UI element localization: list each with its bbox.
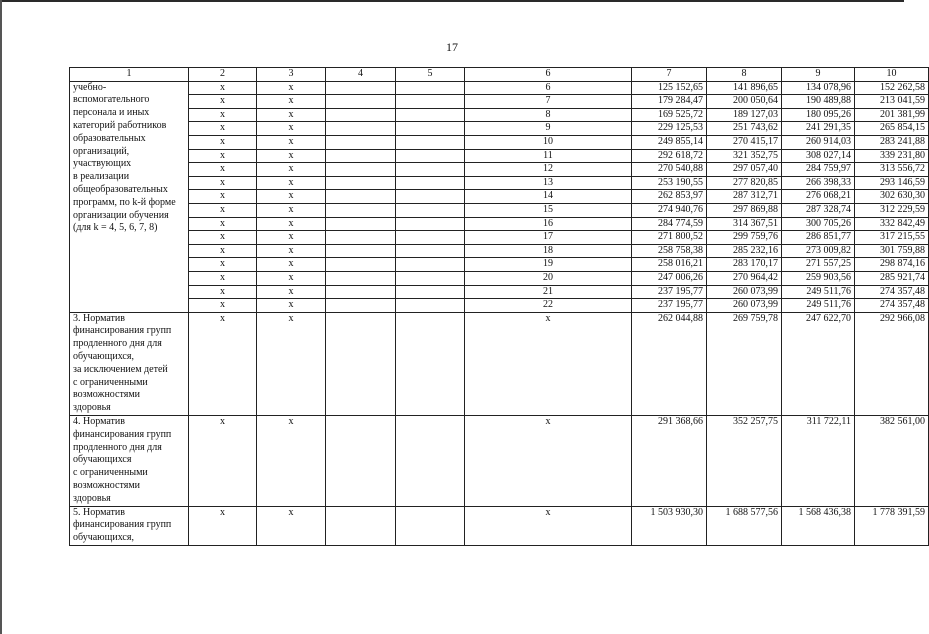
column-header: 3 [257,68,326,82]
table-cell [396,108,465,122]
table-cell: 17 [465,231,632,245]
table-cell: х [465,506,632,545]
table-cell: х [189,258,257,272]
table-cell [326,231,396,245]
table-cell [396,135,465,149]
table-cell: 297 869,88 [707,203,782,217]
column-header: 8 [707,68,782,82]
table-cell: 262 853,97 [632,190,707,204]
column-header: 5 [396,68,465,82]
row-label-line: возможностями [73,389,141,401]
table-row [70,176,929,190]
table-cell: х [257,95,326,109]
table-cell: х [257,149,326,163]
row-label-line: обучающихся [73,454,132,466]
table-cell: 8 [465,108,632,122]
table-cell: 11 [465,149,632,163]
table-cell: 141 896,65 [707,81,782,95]
table-cell [396,95,465,109]
table-cell: 259 903,56 [782,271,855,285]
table-cell [326,271,396,285]
table-cell: 258 758,38 [632,244,707,258]
table-cell: х [189,149,257,163]
row-label-line: с ограниченными [73,467,148,479]
row-label-line: за исключением детей [73,363,168,375]
table-cell: 292 618,72 [632,149,707,163]
scan-top-edge [0,0,904,2]
table-cell: 269 759,78 [707,312,782,415]
table-cell: х [257,258,326,272]
row-label-line: финансирования групп [73,325,172,337]
table-cell [396,163,465,177]
table-cell [326,135,396,149]
table-cell: х [189,312,257,415]
table-cell: 308 027,14 [782,149,855,163]
row-label-line: образовательных [73,132,146,144]
table-cell: 9 [465,122,632,136]
table-cell: 313 556,72 [855,163,929,177]
table-cell [326,108,396,122]
table-cell: х [189,285,257,299]
table-row [70,416,929,507]
table-cell: 287 328,74 [782,203,855,217]
table-cell: 292 966,08 [855,312,929,415]
table-cell [396,258,465,272]
table-cell: 277 820,85 [707,176,782,190]
table-cell [396,81,465,95]
table-row [70,163,929,177]
table-cell: 382 561,00 [855,416,929,507]
row-label-line: (для k = 4, 5, 6, 7, 8) [73,222,158,234]
table-cell: 286 851,77 [782,231,855,245]
table-cell: 20 [465,271,632,285]
table-cell: х [257,312,326,415]
table-row [70,95,929,109]
table-cell: 260 073,99 [707,299,782,313]
table-cell: 284 759,97 [782,163,855,177]
table-cell: 291 368,66 [632,416,707,507]
table-cell: 298 874,16 [855,258,929,272]
table-cell: 16 [465,217,632,231]
table-row [70,244,929,258]
table-row [70,122,929,136]
table-cell: 7 [465,95,632,109]
column-header: 1 [70,68,189,82]
table-cell: х [189,163,257,177]
table-cell: х [257,135,326,149]
table-cell: х [189,271,257,285]
table-cell: х [257,176,326,190]
row-label-line: категорий работников [73,119,167,131]
table-cell: 287 312,71 [707,190,782,204]
table-cell: 1 568 436,38 [782,506,855,545]
table-cell: 249 855,14 [632,135,707,149]
table-cell: 189 127,03 [707,108,782,122]
row-label-line: финансирования групп [73,519,172,531]
table-cell: х [257,122,326,136]
table-cell: 321 352,75 [707,149,782,163]
row-label-line: возможностями [73,480,141,492]
row-label-line: организации обучения [73,209,169,221]
table-cell: 302 630,30 [855,190,929,204]
table-cell: х [465,312,632,415]
table-cell: 270 540,88 [632,163,707,177]
table-cell: х [189,108,257,122]
table-cell [396,285,465,299]
table-cell: х [189,244,257,258]
table-row [70,506,929,545]
table-cell: 285 921,74 [855,271,929,285]
table-cell: 314 367,51 [707,217,782,231]
table-cell [396,217,465,231]
table-cell: 260 914,03 [782,135,855,149]
row-label-line: персонала и иных [73,107,150,119]
table-cell: х [257,244,326,258]
column-number-row [70,68,929,82]
table-cell: х [189,122,257,136]
column-header: 4 [326,68,396,82]
row-label [70,506,189,545]
table-cell [396,149,465,163]
table-cell [326,299,396,313]
table-cell [396,203,465,217]
table-cell: 22 [465,299,632,313]
table-cell: 19 [465,258,632,272]
table-cell [326,149,396,163]
column-header: 10 [855,68,929,82]
table-cell [326,312,396,415]
row-label-line: обучающихся, [73,351,134,363]
table-cell: х [257,203,326,217]
table-cell: 249 511,76 [782,299,855,313]
table-cell [326,122,396,136]
table-cell: 274 940,76 [632,203,707,217]
table-cell [326,258,396,272]
table-cell [326,506,396,545]
table-cell [396,244,465,258]
table-row [70,258,929,272]
table-cell [326,217,396,231]
table-cell: х [257,163,326,177]
table-cell: 271 557,25 [782,258,855,272]
table-cell: 21 [465,285,632,299]
table-cell: 12 [465,163,632,177]
table-cell: 229 125,53 [632,122,707,136]
table-row [70,271,929,285]
table-cell [396,176,465,190]
table-cell: 317 215,55 [855,231,929,245]
table-cell: х [189,506,257,545]
table-cell: х [189,203,257,217]
row-label [70,416,189,507]
row-label [70,81,189,312]
table-cell: 247 622,70 [782,312,855,415]
row-label-line: 4. Норматив [73,416,125,428]
table-cell: 300 705,26 [782,217,855,231]
table-row [70,81,929,95]
row-label-line: программ, по k-й форме [73,196,176,208]
table-cell: 283 170,17 [707,258,782,272]
table-cell [396,190,465,204]
table-cell [396,506,465,545]
table-cell: 274 357,48 [855,285,929,299]
table-cell: х [257,285,326,299]
table-cell: 241 291,35 [782,122,855,136]
table-cell: 339 231,80 [855,149,929,163]
table-cell: х [257,271,326,285]
table-cell: 1 688 577,56 [707,506,782,545]
table-row [70,312,929,415]
table-cell: 14 [465,190,632,204]
table-cell: х [257,506,326,545]
table-cell: х [189,190,257,204]
table-cell [326,285,396,299]
table-cell: 260 073,99 [707,285,782,299]
norms-table [69,67,929,546]
table-cell: х [257,217,326,231]
table-cell: х [189,416,257,507]
table-cell: 312 229,59 [855,203,929,217]
table-cell: 249 511,76 [782,285,855,299]
table-cell: 6 [465,81,632,95]
row-label-line: продленного дня для [73,338,162,350]
table-cell: х [189,176,257,190]
table-cell: х [465,416,632,507]
table-cell: 201 381,99 [855,108,929,122]
row-label-line: 5. Норматив [73,506,125,518]
table-cell: 285 232,16 [707,244,782,258]
table-cell [326,163,396,177]
page-number: 17 [446,40,458,54]
table-cell: 237 195,77 [632,299,707,313]
table-cell: х [257,190,326,204]
row-label-line: 3. Норматив [73,312,125,324]
table-cell: 352 257,75 [707,416,782,507]
table-cell: 274 357,48 [855,299,929,313]
table-cell: 311 722,11 [782,416,855,507]
table-cell: х [257,231,326,245]
table-cell: 179 284,47 [632,95,707,109]
table-cell: 213 041,59 [855,95,929,109]
table-cell: 293 146,59 [855,176,929,190]
column-header: 7 [632,68,707,82]
column-header: 9 [782,68,855,82]
row-label-line: с ограниченными [73,376,148,388]
table-cell: 200 050,64 [707,95,782,109]
row-label-line: продленного дня для [73,441,162,453]
row-label-line: общеобразовательных [73,183,168,195]
table-cell: 265 854,15 [855,122,929,136]
table-cell: 251 743,62 [707,122,782,136]
table-cell [326,176,396,190]
table-cell: 237 195,77 [632,285,707,299]
table-cell: 1 503 930,30 [632,506,707,545]
table-cell: 125 152,65 [632,81,707,95]
table-cell: 169 525,72 [632,108,707,122]
table-row [70,108,929,122]
table-cell: 13 [465,176,632,190]
table-cell: 270 415,17 [707,135,782,149]
table-cell: 190 489,88 [782,95,855,109]
table-cell: 258 016,21 [632,258,707,272]
row-label-line: организаций, [73,145,130,157]
table-cell [326,203,396,217]
table-cell [396,271,465,285]
row-label-line: здоровья [73,402,111,414]
table-cell [326,81,396,95]
table-cell: 152 262,58 [855,81,929,95]
row-label-line: обучающихся, [73,532,134,544]
table-cell: х [189,81,257,95]
row-label-line: финансирования групп [73,428,172,440]
table-cell: 283 241,88 [855,135,929,149]
table-cell: 253 190,55 [632,176,707,190]
table-row [70,285,929,299]
row-label-line: участвующих [73,158,132,170]
table-cell [396,122,465,136]
table-cell: х [257,416,326,507]
table-row [70,190,929,204]
table-cell: 247 006,26 [632,271,707,285]
table-cell: 299 759,76 [707,231,782,245]
table-cell: х [189,299,257,313]
table-row [70,231,929,245]
row-label-line: учебно- [73,81,107,93]
table-cell: 1 778 391,59 [855,506,929,545]
table-cell [396,299,465,313]
table-cell: 180 095,26 [782,108,855,122]
table-cell: 270 964,42 [707,271,782,285]
table-cell [396,231,465,245]
table-cell: 332 842,49 [855,217,929,231]
table-cell [326,190,396,204]
row-label [70,312,189,415]
table-cell: 18 [465,244,632,258]
table-cell: 276 068,21 [782,190,855,204]
table-cell [326,95,396,109]
table-cell [396,416,465,507]
table-row [70,149,929,163]
column-header: 2 [189,68,257,82]
table-cell: 266 398,33 [782,176,855,190]
table-cell: х [257,108,326,122]
row-label-line: здоровья [73,492,111,504]
table-cell: 273 009,82 [782,244,855,258]
row-label-line: в реализации [73,171,130,183]
column-header: 6 [465,68,632,82]
table-row [70,135,929,149]
table-cell [326,416,396,507]
table-cell: 10 [465,135,632,149]
table-cell: 301 759,88 [855,244,929,258]
table-row [70,203,929,217]
table-row [70,299,929,313]
table-cell: х [257,81,326,95]
table-cell: 284 774,59 [632,217,707,231]
row-label-line: вспомогательного [73,94,150,106]
table-cell: 297 057,40 [707,163,782,177]
table-cell: 15 [465,203,632,217]
table-cell: 134 078,96 [782,81,855,95]
table-cell: х [189,217,257,231]
table-cell [326,244,396,258]
table-row [70,217,929,231]
table-cell: 262 044,88 [632,312,707,415]
table-cell [396,312,465,415]
table-cell: х [189,231,257,245]
table-cell: х [189,135,257,149]
scan-left-edge [0,0,2,634]
table-cell: х [189,95,257,109]
table-cell: х [257,299,326,313]
table-cell: 271 800,52 [632,231,707,245]
